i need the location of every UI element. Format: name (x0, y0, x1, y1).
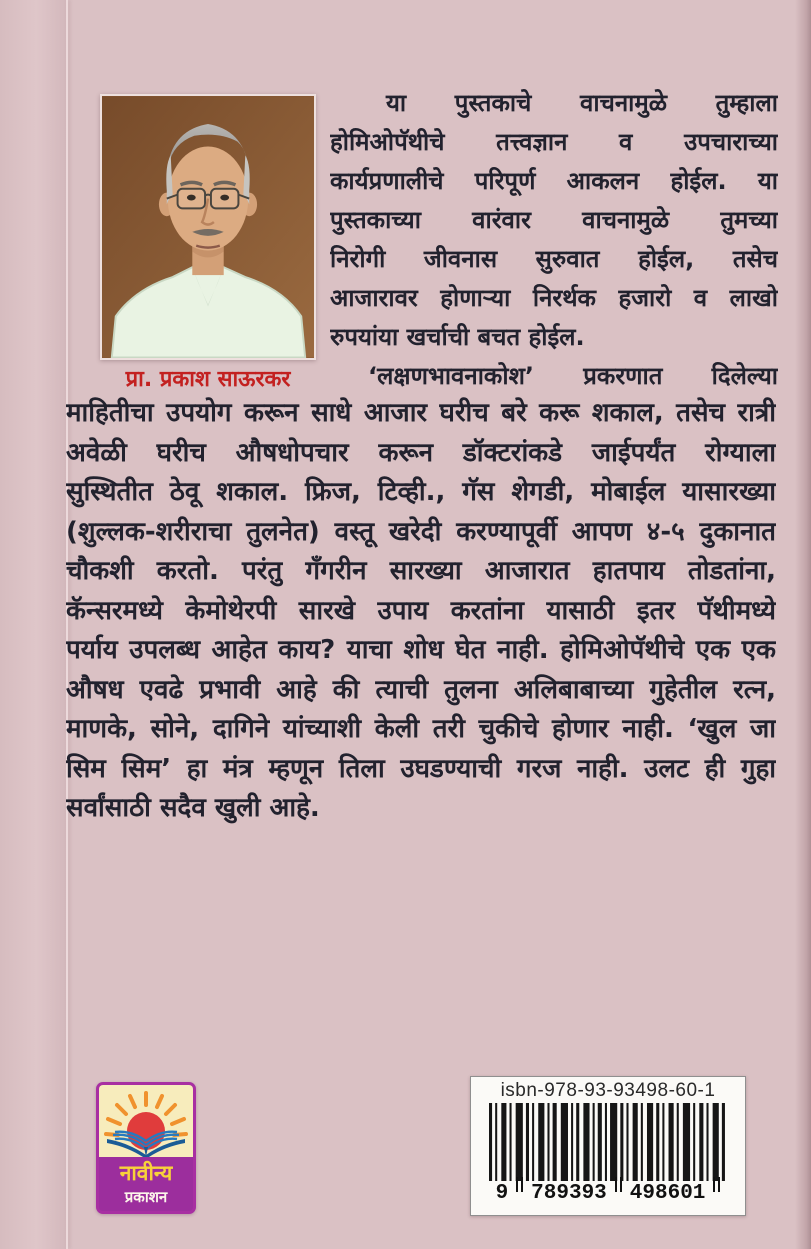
spine-strip (0, 0, 66, 1249)
portrait-illustration (102, 96, 314, 358)
blurb-line: कॅन्सरमध्ये केमोथेरपी सारखे उपाय करतांना यासाठी इतर पॅथीमध्ये (66, 595, 776, 626)
blurb-line: होमिओपॅथीचे तत्त्वज्ञान व उपचाराच्या (330, 128, 778, 156)
guard-bars (615, 1177, 622, 1192)
blurb-line: ‘लक्षणभावनाकोश’ प्रकरणात दिलेल्या (368, 362, 778, 390)
page-edge-shadow (795, 0, 811, 1249)
guard-bars (516, 1177, 523, 1192)
publisher-subtitle: प्रकाशन (124, 1188, 168, 1206)
author-caption: प्रा. प्रकाश साऊरकर (125, 367, 291, 392)
barcode (489, 1103, 727, 1181)
blurb-line: सिम सिम’ हा मंत्र म्हणून तिला उघडण्याची गरज नाही. उलट ही गुहा (66, 753, 776, 784)
blurb-line: कार्यप्रणालीचे परिपूर्ण आकलन होईल. या (330, 167, 778, 195)
blurb-line: या पुस्तकाचे वाचनामुळे तुम्हाला (386, 89, 778, 117)
blurb-line: माहितीचा उपयोग करून साधे आजार घरीच बरे करू शकाल, तसेच रात्री (66, 398, 776, 428)
blurb-line: औषध एवढे प्रभावी आहे की त्याची तुलना अलिबाबाच्या गुहेतील रत्न, (66, 674, 776, 705)
barcode-digits (483, 1181, 733, 1211)
guard-bars (713, 1177, 720, 1192)
blurb-line: माणके, सोने, दागिने यांच्याशी केली तरी चुकीचे होणार नाही. ‘खुल जा (66, 714, 776, 744)
blurb-line: चौकशी करतो. परंतु गँगरीन सारख्या आजारात हातपाय तोडतांना, (66, 556, 776, 586)
isbn-panel (470, 1076, 746, 1216)
blurb-line: अवेळी घरीच औषधोपचार करून डॉक्टरांकडे जाईपर्यंत रोग्याला (66, 437, 776, 468)
sunrise-book-icon (99, 1085, 193, 1157)
digit-group: 789393 (531, 1182, 607, 1205)
blurb-line: पर्याय उपलब्ध आहेत काय? याचा शोध घेत नाही. होमिओपॅथीचे एक एक (66, 635, 776, 665)
isbn-label: isbn-978-93-93498-60-1 (500, 1080, 716, 1101)
blurb-line: सुस्थितीत ठेवू शकाल. फ्रिज, टिव्ही., गॅस शेगडी, मोबाईल यासारख्या (66, 477, 776, 507)
blurb-line: निरोगी जीवनास सुरुवात होईल, तसेच (330, 245, 778, 273)
author-photo (100, 94, 316, 360)
blurb-line: रुपयांया खर्चाची बचत होईल. (330, 323, 585, 351)
digit-group: 9 (495, 1182, 509, 1205)
blurb-right-column (330, 84, 778, 396)
publisher-logo (96, 1082, 196, 1214)
blurb-line: पुस्तकाच्या वारंवार वाचनामुळे तुमच्या (330, 206, 778, 234)
blurb-line: (शुल्लक-शरीराचा तुलनेत) वस्तू खरेदी करण्यापूर्वी आपण ४-५ दुकानात (66, 516, 776, 547)
publisher-name: नावीन्य (119, 1161, 173, 1185)
digit-group: 498601 (629, 1182, 706, 1205)
blurb-full-column (66, 394, 776, 829)
blurb-line: सर्वांसाठी सदैव खुली आहे. (66, 793, 320, 823)
blurb-line: आजारावर होणाऱ्या निरर्थक हजारो व लाखो (330, 284, 778, 312)
